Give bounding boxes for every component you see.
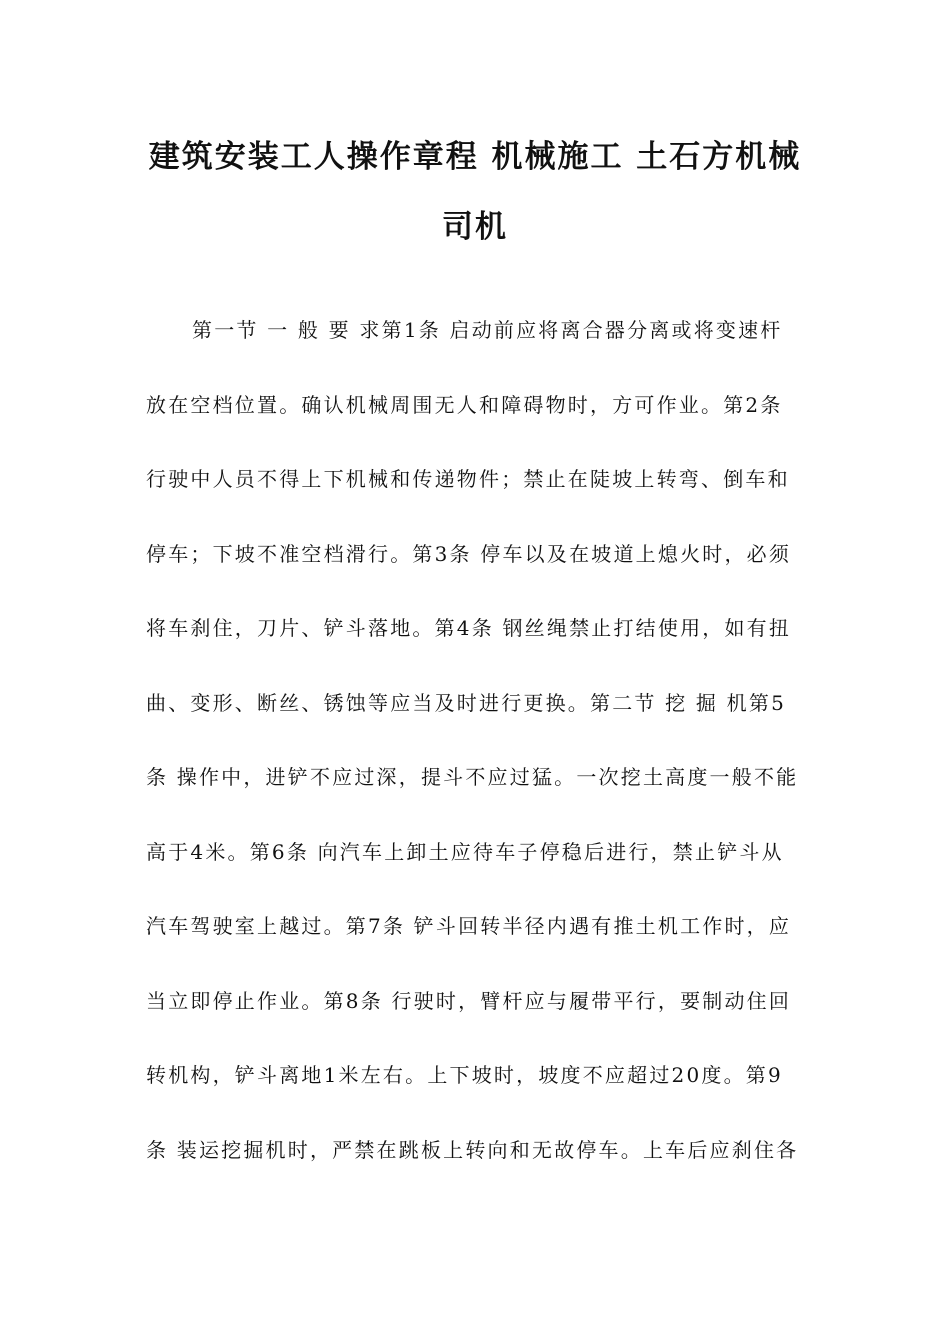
body-line: 行驶中人员不得上下机械和传递物件；禁止在陡坡上转弯、倒车和 — [146, 467, 790, 491]
body-line: 放在空档位置。确认机械周围无人和障碍物时，方可作业。第2条 — [146, 392, 783, 417]
body-line: 曲、变形、断丝、锈蚀等应当及时进行更换。第二节 挖 掘 机第5 — [146, 690, 786, 715]
body-line: 当立即停止作业。第8条 行驶时，臂杆应与履带平行，要制动住回 — [146, 988, 792, 1013]
body-line: 转机构，铲斗离地1米左右。上下坡时，坡度不应超过20度。第9 — [146, 1063, 783, 1087]
body-line: 汽车驾驶室上越过。第7条 铲斗回转半径内遇有推土机工作时，应 — [146, 914, 792, 938]
body-line: 将车刹住，刀片、铲斗落地。第4条 钢丝绳禁止打结使用，如有扭 — [146, 616, 792, 640]
body-line: 停车；下坡不准空档滑行。第3条 停车以及在坡道上熄火时，必须 — [146, 541, 792, 566]
title-line-1: 建筑安装工人操作章程 机械施工 土石方机械 — [148, 139, 802, 175]
body-paragraph — [146, 304, 806, 1198]
document-title — [100, 122, 850, 262]
body-line: 第一节 一 般 要 求第1条 启动前应将离合器分离或将变速杆 — [192, 318, 783, 342]
title-line-2: 司机 — [442, 209, 508, 245]
body-line: 条 操作中，进铲不应过深，提斗不应过猛。一次挖土高度一般不能 — [146, 765, 799, 789]
body-line: 高于4米。第6条 向汽车上卸土应待车子停稳后进行，禁止铲斗从 — [146, 839, 784, 864]
body-line: 条 装运挖掘机时，严禁在跳板上转向和无故停车。上车后应刹住各 — [146, 1137, 799, 1162]
